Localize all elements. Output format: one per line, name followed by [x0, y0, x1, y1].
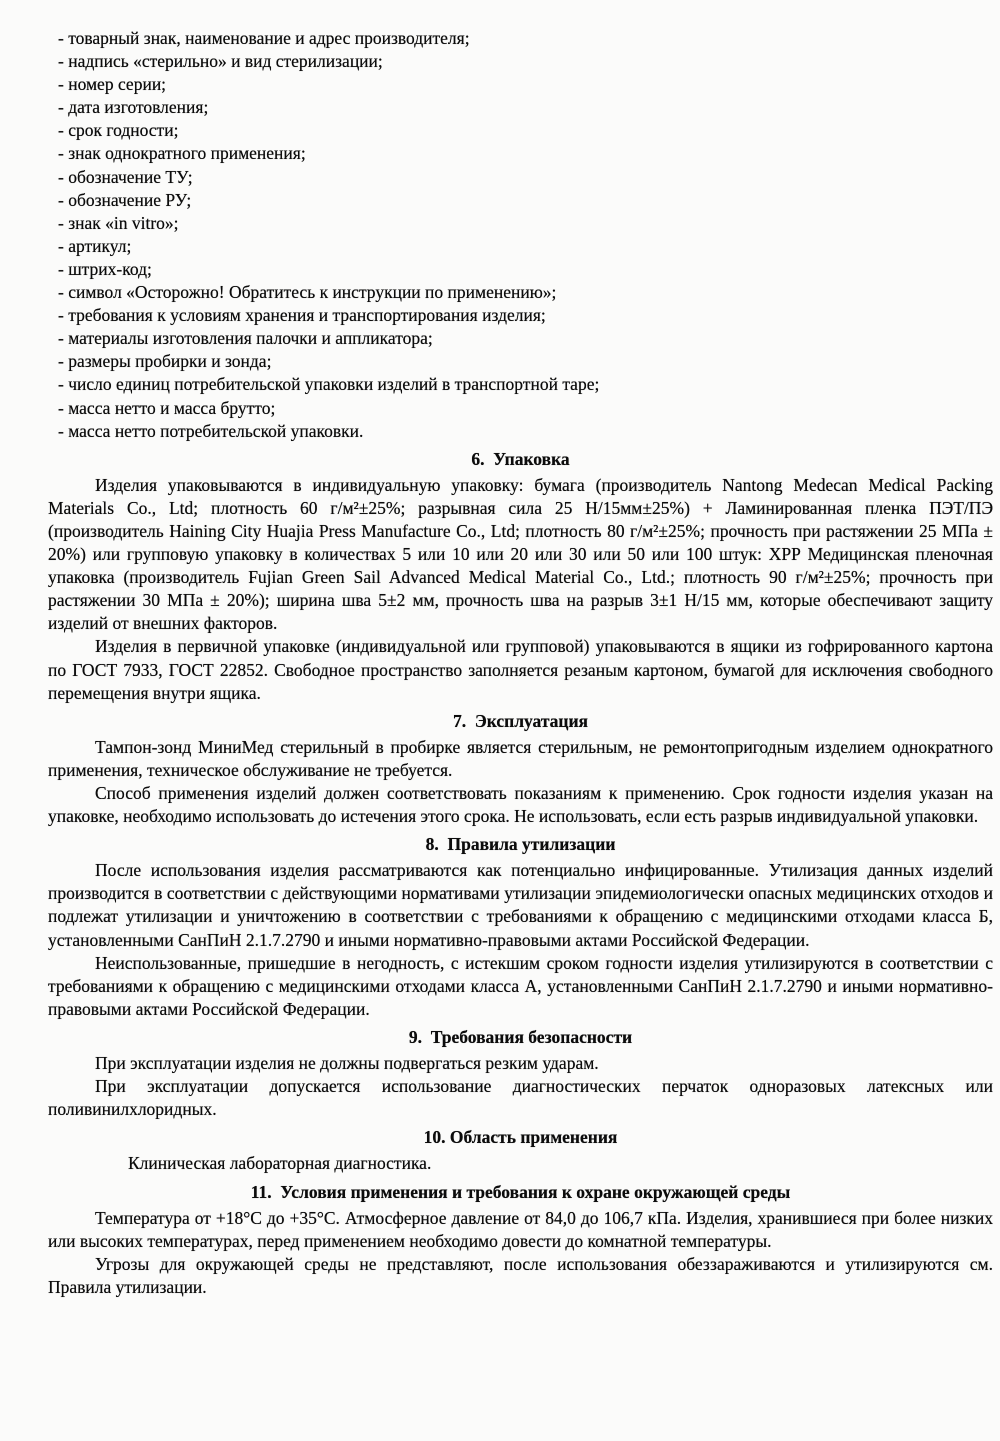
paragraph: Температура от +18°С до +35°С. Атмосферное давление от 84,0 до 106,7 кПа. Изделия, хранившиеся при более низких или высоких температурах, перед применением необходимо довести до комнатной температуры.: [48, 1207, 993, 1251]
section-heading: 7. Эксплуатация: [452, 710, 589, 731]
paragraph: Клиническая лабораторная диагностика.: [128, 1153, 432, 1174]
section-environment-conditions: [48, 1181, 993, 1299]
section-heading: 10. Область применения: [423, 1127, 618, 1148]
document-page: [48, 27, 993, 1299]
section-operation: [48, 710, 993, 828]
list-item: - масса нетто и масса брутто;: [58, 397, 276, 418]
paragraph: При эксплуатации изделия не должны подвергаться резким ударам.: [95, 1053, 599, 1074]
list-item: - знак однократного применения;: [58, 143, 306, 164]
paragraph: Тампон-зонд МиниМед стерильный в пробирке является стерильным, не ремонтопригодным изделием однократного применения, техническое обслуживание не требуется.: [48, 736, 993, 780]
section-heading: 8. Правила утилизации: [425, 834, 616, 855]
paragraph: После использования изделия рассматриваются как потенциально инфицированные. Утилизация данных изделий производится в соответствии с действующими нормативами утилизации эпидемиологически опасных медицинских отходов и подлежат утилизации и уничтожению в соответствии с требованиями к обращению с медицинскими отходами класса Б, установленными СанПиН 2.1.7.2790 и иными нормативно-правовыми актами Российской Федерации.: [48, 860, 993, 950]
section-heading: 9. Требования безопасности: [408, 1026, 633, 1047]
paragraph: При эксплуатации допускается использование диагностических перчаток одноразовых латексных или поливинилхлоридных.: [48, 1076, 993, 1120]
section-heading: 11. Условия применения и требования к охране окружающей среды: [250, 1181, 791, 1202]
list-item: - число единиц потребительской упаковки изделий в транспортной таре;: [58, 374, 600, 395]
list-item: - номер серии;: [58, 74, 167, 95]
list-item: - обозначение ТУ;: [58, 166, 193, 187]
list-item: - штрих-код;: [58, 258, 152, 279]
section-packaging: [48, 448, 993, 705]
list-item: - надпись «стерильно» и вид стерилизации;: [58, 51, 383, 72]
section-application-area: [48, 1126, 993, 1175]
paragraph: Изделия упаковываются в индивидуальную упаковку: бумага (производитель Nantong Medecan Medical Packing Materials Co., Ltd; плотность 60 г/м²±25%; разрывная сила 25 Н/15мм±25%) + Ламинированная пленка ПЭТ/ПЭ (производитель Haining City Huajia Press Manufacture Co., Ltd; плотность 80 г/м²±25%; прочность при растяжении 25 МПа ± 20%) или групповую упаковку в количествах 5 или 10 или 20 или 30 или 50 или 100 штук: ХРР Медицинская пленочная упаковка (производитель Fujian Green Sail Advanced Medical Material Co., Ltd.; плотность 90 г/м²±25%; прочность при растяжении 30 МПа ± 20%); ширина шва 5±2 мм, прочность шва на разрыв 3±1 Н/15 мм, которые обеспечивают защиту изделий от внешних факторов.: [48, 474, 993, 634]
section-heading: 6. Упаковка: [471, 448, 570, 469]
list-item: - обозначение РУ;: [58, 189, 192, 210]
list-item: - срок годности;: [58, 120, 179, 141]
list-item: - размеры пробирки и зонда;: [58, 351, 272, 372]
list-item: - символ «Осторожно! Обратитесь к инструкции по применению»;: [58, 282, 557, 303]
list-item: - масса нетто потребительской упаковки.: [58, 420, 364, 441]
list-item: - знак «in vitro»;: [58, 212, 179, 233]
list-item: - товарный знак, наименование и адрес производителя;: [58, 28, 470, 48]
paragraph: Угрозы для окружающей среды не представляют, после использования обеззараживаются и утилизируются см. Правила утилизации.: [48, 1253, 993, 1297]
paragraph: Способ применения изделий должен соответствовать показаниям к применению. Срок годности изделия указан на упаковке, необходимо использовать до истечения этого срока. Не использовать, если есть разрыв индивидуальной упаковки.: [48, 783, 993, 827]
paragraph: Изделия в первичной упаковке (индивидуальной или групповой) упаковываются в ящики из гофрированного картона по ГОСТ 7933, ГОСТ 22852. Свободное пространство заполняется резаным картоном, бумагой для исключения свободного перемещения внутри ящика.: [48, 636, 993, 703]
paragraph: Неиспользованные, пришедшие в негодность, с истекшим сроком годности изделия утилизируются в соответствии с требованиями к обращению с медицинскими отходами класса А, установленными СанПиН 2.1.7.2790 и иными нормативно-правовыми актами Российской Федерации.: [48, 952, 993, 1019]
section-disposal-rules: [48, 833, 993, 1021]
list-item: - дата изготовления;: [58, 97, 209, 118]
marking-list: [48, 27, 993, 443]
list-item: - материалы изготовления палочки и аппликатора;: [58, 328, 433, 349]
list-item: - артикул;: [58, 235, 132, 256]
list-item: - требования к условиям хранения и транспортирования изделия;: [58, 305, 546, 326]
section-safety-requirements: [48, 1026, 993, 1121]
